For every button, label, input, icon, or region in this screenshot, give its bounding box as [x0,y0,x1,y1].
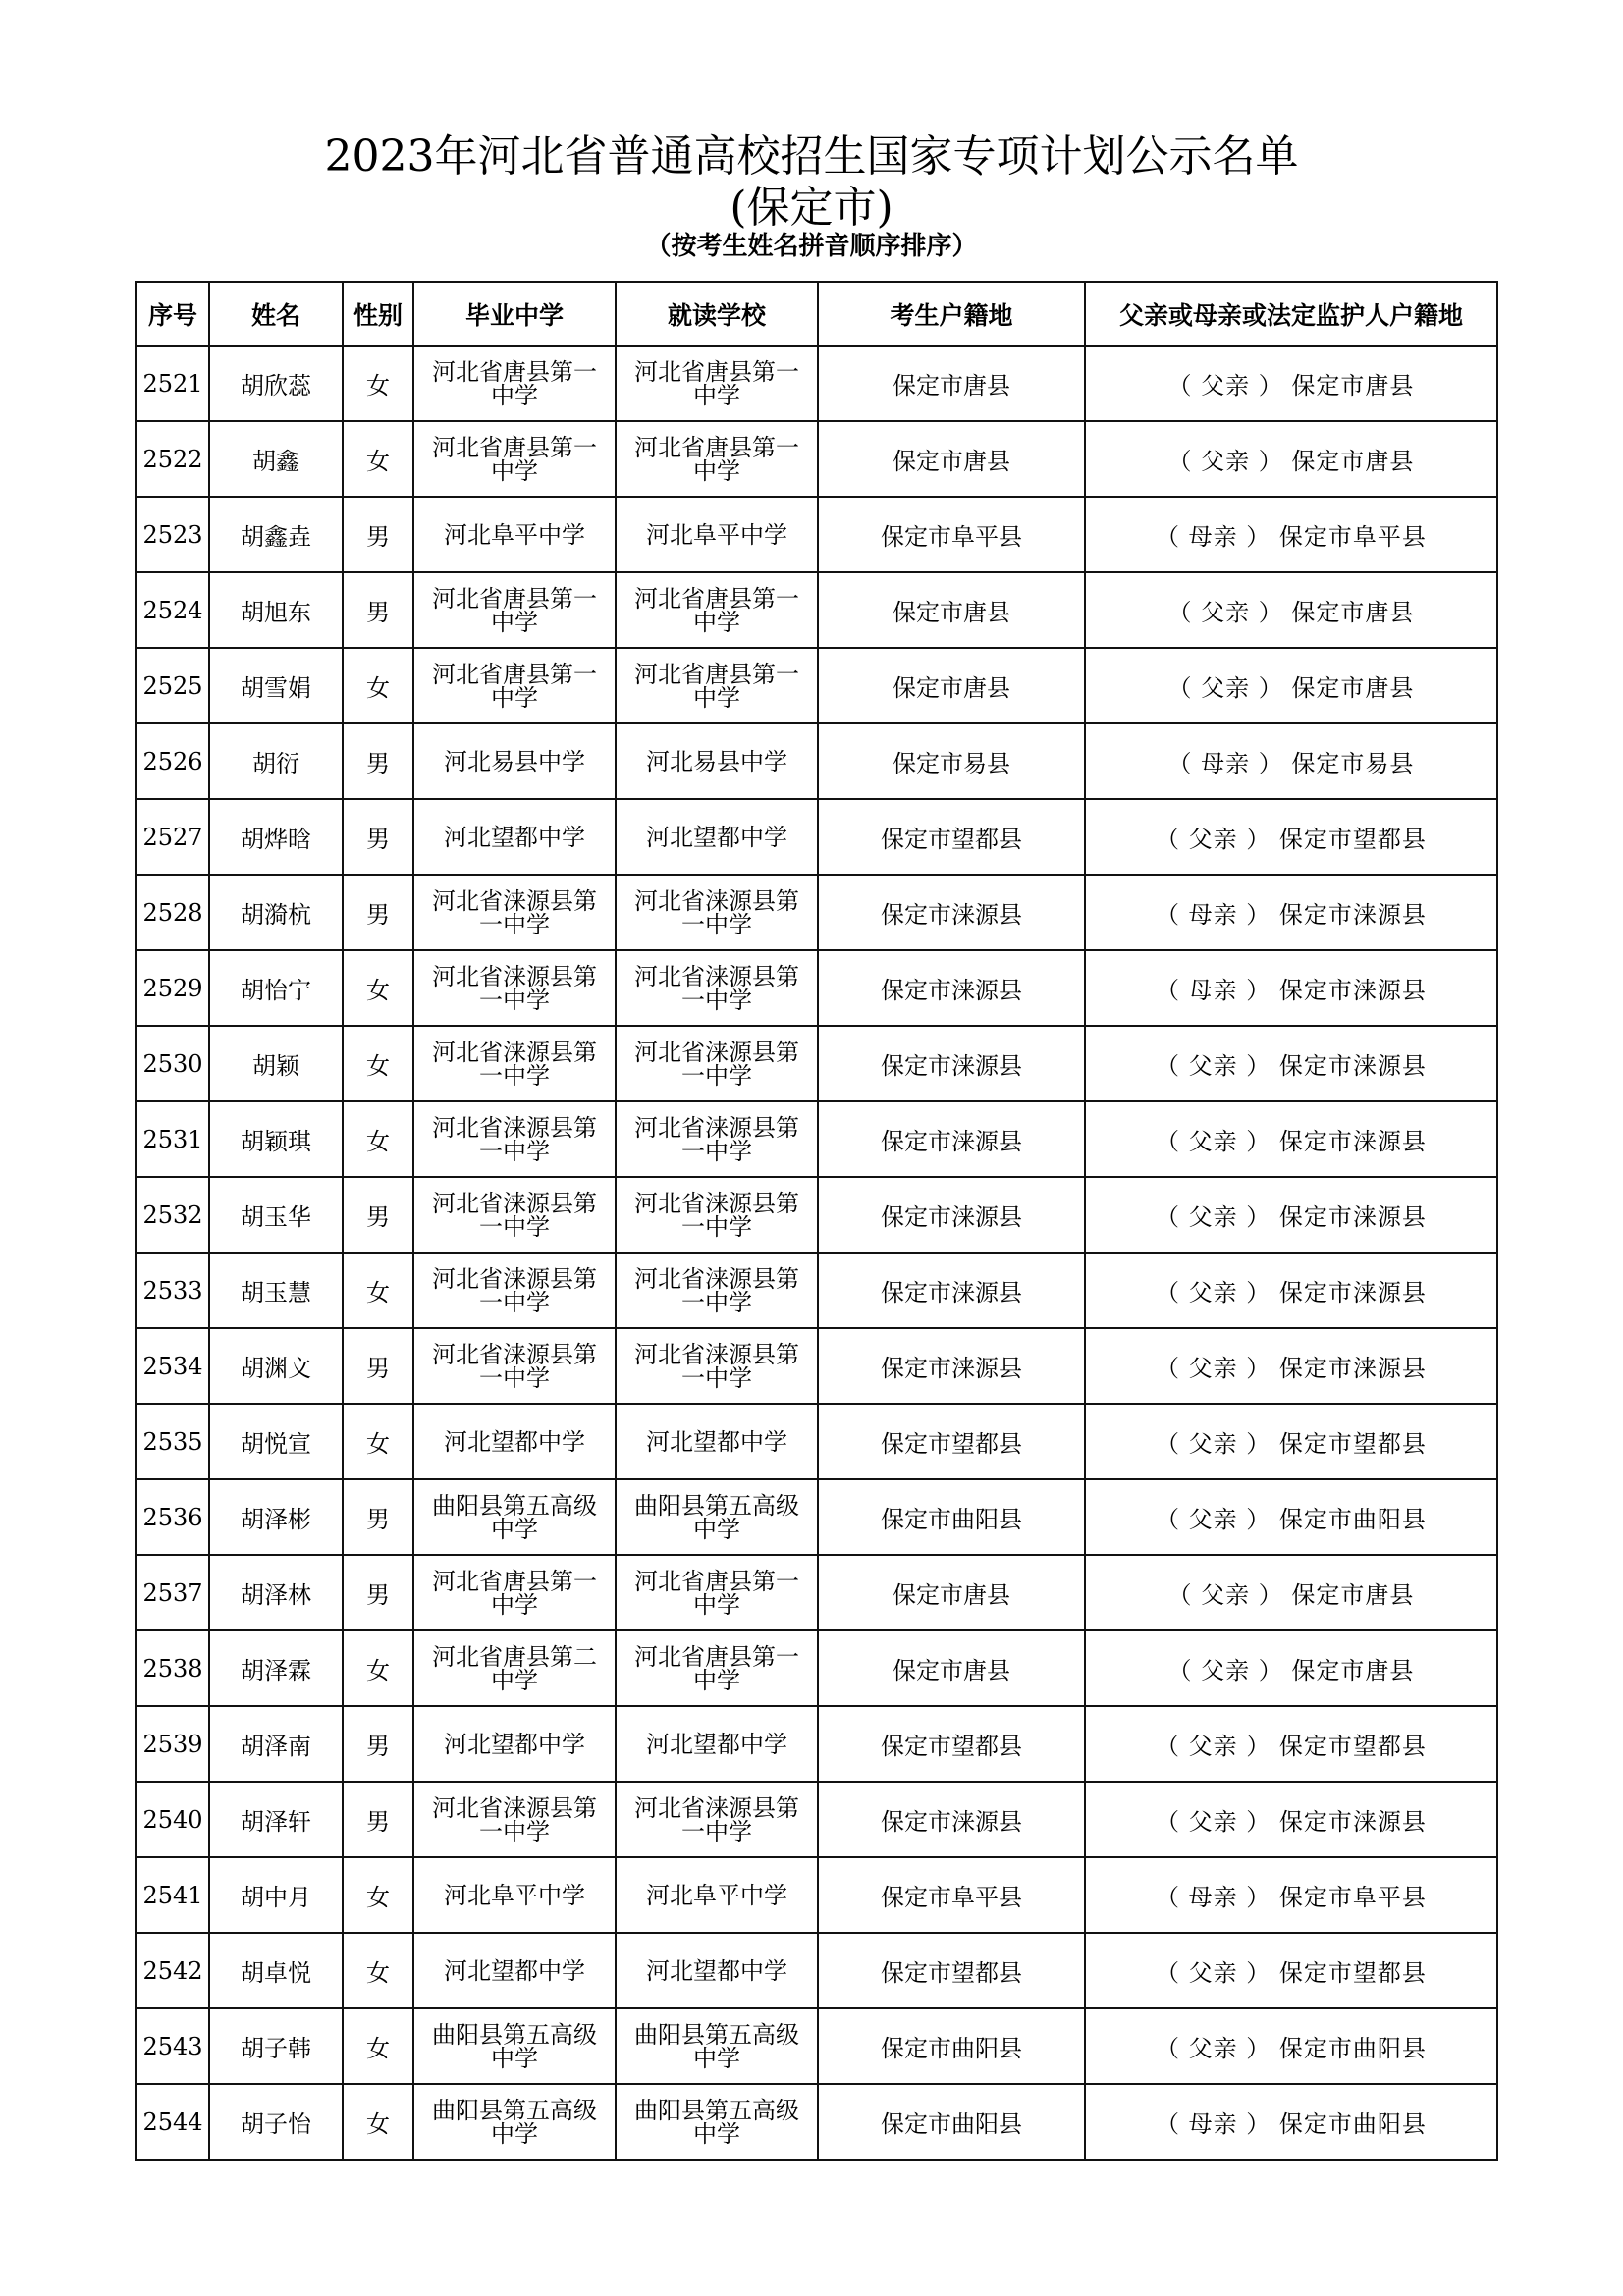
row-index: 2522 [136,421,209,497]
table-row [136,1857,1497,1933]
row-current-school [616,1026,818,1101]
row-name: 胡衍 [209,723,343,799]
row-gender: 男 [343,799,413,875]
row-index: 2535 [136,1404,209,1479]
row-gender: 女 [343,1933,413,2008]
table-row [136,1328,1497,1404]
row-gender: 女 [343,1101,413,1177]
row-graduated-school [413,1706,616,1782]
row-graduated-school [413,572,616,648]
school-name-text: 河北省唐县第一中学 [432,584,597,636]
row-candidate-residence: 保定市唐县 [818,1630,1085,1706]
school-name-text: 河北省涞源县第一中学 [432,1189,597,1241]
table-row [136,1026,1497,1101]
row-guardian-residence: （ 父亲 ） 保定市唐县 [1085,648,1497,723]
row-candidate-residence: 保定市唐县 [818,648,1085,723]
row-current-school [616,2008,818,2084]
row-current-school [616,648,818,723]
row-current-school [616,1101,818,1177]
row-gender: 男 [343,1479,413,1555]
school-name-text: 河北省唐县第一中学 [634,660,799,712]
row-guardian-residence: （ 母亲 ） 保定市易县 [1085,723,1497,799]
row-name: 胡子韩 [209,2008,343,2084]
row-graduated-school [413,1630,616,1706]
row-name: 胡雪娟 [209,648,343,723]
row-graduated-school [413,1857,616,1933]
row-graduated-school [413,1404,616,1479]
row-graduated-school [413,2008,616,2084]
row-name: 胡玉华 [209,1177,343,1253]
school-name-text: 河北省涞源县第一中学 [634,1038,799,1090]
row-index: 2524 [136,572,209,648]
row-index: 2532 [136,1177,209,1253]
row-candidate-residence: 保定市涞源县 [818,1101,1085,1177]
row-guardian-residence: （ 父亲 ） 保定市涞源县 [1085,1328,1497,1404]
table-row [136,1479,1497,1555]
row-gender: 女 [343,346,413,421]
row-name: 胡怡宁 [209,950,343,1026]
row-index: 2543 [136,2008,209,2084]
row-guardian-residence: （ 母亲 ） 保定市曲阳县 [1085,2084,1497,2160]
school-name-text: 河北省唐县第二中学 [432,1642,597,1694]
row-current-school [616,799,818,875]
row-current-school [616,1253,818,1328]
row-candidate-residence: 保定市阜平县 [818,1857,1085,1933]
row-gender: 男 [343,1782,413,1857]
school-name-text: 河北省涞源县第一中学 [432,886,597,938]
header-guardian-residence: 父亲或母亲或法定监护人户籍地 [1085,282,1497,346]
school-name-text: 河北省涞源县第一中学 [634,1264,799,1316]
table-row [136,2084,1497,2160]
row-name: 胡泽林 [209,1555,343,1630]
row-graduated-school [413,1555,616,1630]
school-name-text: 河北省涞源县第一中学 [634,1793,799,1845]
table-row [136,1404,1497,1479]
row-gender: 女 [343,648,413,723]
row-candidate-residence: 保定市唐县 [818,1555,1085,1630]
row-guardian-residence: （ 父亲 ） 保定市唐县 [1085,421,1497,497]
table-row [136,799,1497,875]
row-graduated-school [413,1782,616,1857]
school-name-text: 河北省涞源县第一中学 [432,1113,597,1165]
row-guardian-residence: （ 父亲 ） 保定市涞源县 [1085,1782,1497,1857]
school-name-text: 曲阳县第五高级中学 [634,2020,799,2072]
school-name-text: 河北省唐县第一中学 [432,433,597,485]
row-index: 2540 [136,1782,209,1857]
table-header-row [136,282,1497,346]
school-name-text: 河北省涞源县第一中学 [634,1113,799,1165]
row-guardian-residence: （ 母亲 ） 保定市阜平县 [1085,497,1497,572]
school-name-text: 河北省涞源县第一中学 [634,1189,799,1241]
row-current-school [616,723,818,799]
row-graduated-school [413,1253,616,1328]
row-graduated-school [413,421,616,497]
header-name: 姓名 [209,282,343,346]
row-graduated-school [413,1026,616,1101]
school-name-text: 河北望都中学 [646,1427,787,1456]
row-guardian-residence: （ 父亲 ） 保定市望都县 [1085,799,1497,875]
table-row [136,1630,1497,1706]
row-current-school [616,1857,818,1933]
row-candidate-residence: 保定市唐县 [818,346,1085,421]
school-name-text: 河北省唐县第一中学 [432,660,597,712]
row-gender: 男 [343,1555,413,1630]
school-name-text: 河北省唐县第一中学 [634,357,799,409]
school-name-text: 河北省唐县第一中学 [432,1567,597,1619]
school-name-text: 河北易县中学 [646,747,787,775]
school-name-text: 河北阜平中学 [646,520,787,549]
row-graduated-school [413,1479,616,1555]
table-row [136,875,1497,950]
row-index: 2541 [136,1857,209,1933]
row-gender: 男 [343,875,413,950]
row-guardian-residence: （ 父亲 ） 保定市曲阳县 [1085,2008,1497,2084]
row-index: 2531 [136,1101,209,1177]
school-name-text: 河北望都中学 [444,1730,585,1758]
row-name: 胡漪杭 [209,875,343,950]
school-name-text: 河北望都中学 [444,823,585,851]
row-guardian-residence: （ 母亲 ） 保定市涞源县 [1085,875,1497,950]
row-gender: 男 [343,497,413,572]
table-row [136,1101,1497,1177]
row-graduated-school [413,2084,616,2160]
table-row [136,648,1497,723]
row-candidate-residence: 保定市望都县 [818,1706,1085,1782]
row-index: 2526 [136,723,209,799]
school-name-text: 河北望都中学 [444,1956,585,1985]
row-gender: 女 [343,2008,413,2084]
row-guardian-residence: （ 父亲 ） 保定市望都县 [1085,1404,1497,1479]
school-name-text: 河北省唐县第一中学 [634,1642,799,1694]
school-name-text: 河北阜平中学 [444,520,585,549]
table-row [136,421,1497,497]
header-candidate-residence: 考生户籍地 [818,282,1085,346]
school-name-text: 河北省唐县第一中学 [634,433,799,485]
row-index: 2537 [136,1555,209,1630]
row-candidate-residence: 保定市易县 [818,723,1085,799]
row-name: 胡玉慧 [209,1253,343,1328]
row-graduated-school [413,723,616,799]
school-name-text: 河北望都中学 [646,1956,787,1985]
row-name: 胡旭东 [209,572,343,648]
school-name-text: 河北省涞源县第一中学 [432,1793,597,1845]
row-candidate-residence: 保定市唐县 [818,421,1085,497]
school-name-text: 河北易县中学 [444,747,585,775]
row-gender: 男 [343,1177,413,1253]
row-name: 胡泽轩 [209,1782,343,1857]
row-guardian-residence: （ 父亲 ） 保定市涞源县 [1085,1101,1497,1177]
school-name-text: 河北省涞源县第一中学 [634,886,799,938]
row-index: 2536 [136,1479,209,1555]
row-gender: 女 [343,1253,413,1328]
row-guardian-residence: （ 父亲 ） 保定市曲阳县 [1085,1479,1497,1555]
table-row [136,950,1497,1026]
row-index: 2534 [136,1328,209,1404]
row-graduated-school [413,799,616,875]
row-graduated-school [413,1177,616,1253]
header-graduated-school: 毕业中学 [413,282,616,346]
table-row [136,1555,1497,1630]
row-gender: 女 [343,1630,413,1706]
table-row [136,1253,1497,1328]
school-name-text: 河北阜平中学 [646,1881,787,1909]
row-candidate-residence: 保定市唐县 [818,572,1085,648]
row-graduated-school [413,497,616,572]
row-candidate-residence: 保定市曲阳县 [818,1479,1085,1555]
row-gender: 女 [343,950,413,1026]
row-current-school [616,1479,818,1555]
table-row [136,572,1497,648]
row-current-school [616,572,818,648]
row-guardian-residence: （ 父亲 ） 保定市唐县 [1085,1555,1497,1630]
row-guardian-residence: （ 父亲 ） 保定市望都县 [1085,1706,1497,1782]
school-name-text: 曲阳县第五高级中学 [634,2096,799,2148]
school-name-text: 河北省涞源县第一中学 [432,962,597,1014]
row-gender: 女 [343,421,413,497]
row-gender: 女 [343,1404,413,1479]
row-current-school [616,1177,818,1253]
school-name-text: 河北阜平中学 [444,1881,585,1909]
table-row [136,1177,1497,1253]
row-guardian-residence: （ 父亲 ） 保定市唐县 [1085,346,1497,421]
row-name: 胡鑫 [209,421,343,497]
row-index: 2528 [136,875,209,950]
school-name-text: 河北望都中学 [646,823,787,851]
row-current-school [616,346,818,421]
row-gender: 男 [343,572,413,648]
row-name: 胡鑫垚 [209,497,343,572]
sort-note: （按考生姓名拼音顺序排序） [645,232,978,261]
row-candidate-residence: 保定市曲阳县 [818,2008,1085,2084]
row-guardian-residence: （ 父亲 ） 保定市唐县 [1085,1630,1497,1706]
row-name: 胡泽南 [209,1706,343,1782]
row-name: 胡子怡 [209,2084,343,2160]
row-graduated-school [413,1933,616,2008]
table-row [136,346,1497,421]
row-current-school [616,1328,818,1404]
row-candidate-residence: 保定市望都县 [818,799,1085,875]
school-name-text: 曲阳县第五高级中学 [432,2020,597,2072]
row-candidate-residence: 保定市涞源县 [818,1782,1085,1857]
school-name-text: 河北省涞源县第一中学 [634,1340,799,1392]
row-candidate-residence: 保定市阜平县 [818,497,1085,572]
school-name-text: 曲阳县第五高级中学 [432,1491,597,1543]
row-index: 2521 [136,346,209,421]
row-gender: 男 [343,1706,413,1782]
row-index: 2529 [136,950,209,1026]
row-candidate-residence: 保定市望都县 [818,1404,1085,1479]
row-graduated-school [413,346,616,421]
row-name: 胡悦宣 [209,1404,343,1479]
school-name-text: 河北省涞源县第一中学 [432,1264,597,1316]
row-gender: 男 [343,723,413,799]
row-index: 2542 [136,1933,209,2008]
row-guardian-residence: （ 父亲 ） 保定市涞源县 [1085,1026,1497,1101]
row-index: 2527 [136,799,209,875]
row-index: 2523 [136,497,209,572]
row-name: 胡烨晗 [209,799,343,875]
row-gender: 男 [343,1328,413,1404]
school-name-text: 河北省唐县第一中学 [432,357,597,409]
document-title: 2023年河北省普通高校招生国家专项计划公示名单 [324,132,1299,182]
table-row [136,1782,1497,1857]
row-name: 胡颖 [209,1026,343,1101]
row-index: 2539 [136,1706,209,1782]
table-row [136,497,1497,572]
row-index: 2525 [136,648,209,723]
school-name-text: 河北省唐县第一中学 [634,1567,799,1619]
row-candidate-residence: 保定市涞源县 [818,1177,1085,1253]
row-guardian-residence: （ 母亲 ） 保定市阜平县 [1085,1857,1497,1933]
school-name-text: 曲阳县第五高级中学 [432,2096,597,2148]
row-name: 胡泽霖 [209,1630,343,1706]
table-row [136,1933,1497,2008]
row-current-school [616,1782,818,1857]
row-candidate-residence: 保定市涞源县 [818,1328,1085,1404]
row-current-school [616,1706,818,1782]
row-current-school [616,1404,818,1479]
school-name-text: 河北望都中学 [444,1427,585,1456]
row-graduated-school [413,648,616,723]
school-name-text: 河北省涞源县第一中学 [634,962,799,1014]
row-candidate-residence: 保定市曲阳县 [818,2084,1085,2160]
row-gender: 女 [343,1857,413,1933]
row-current-school [616,950,818,1026]
row-gender: 女 [343,1026,413,1101]
row-current-school [616,421,818,497]
header-gender: 性别 [343,282,413,346]
row-index: 2533 [136,1253,209,1328]
row-guardian-residence: （ 父亲 ） 保定市唐县 [1085,572,1497,648]
row-guardian-residence: （ 父亲 ） 保定市望都县 [1085,1933,1497,2008]
row-name: 胡渊文 [209,1328,343,1404]
document-subtitle: (保定市) [730,183,893,233]
row-gender: 女 [343,2084,413,2160]
row-name: 胡颖琪 [209,1101,343,1177]
row-graduated-school [413,875,616,950]
header-index: 序号 [136,282,209,346]
row-graduated-school [413,950,616,1026]
row-index: 2530 [136,1026,209,1101]
school-name-text: 河北省涞源县第一中学 [432,1038,597,1090]
row-candidate-residence: 保定市涞源县 [818,950,1085,1026]
school-name-text: 曲阳县第五高级中学 [634,1491,799,1543]
row-graduated-school [413,1101,616,1177]
row-current-school [616,497,818,572]
row-candidate-residence: 保定市涞源县 [818,875,1085,950]
row-name: 胡卓悦 [209,1933,343,2008]
row-guardian-residence: （ 父亲 ） 保定市涞源县 [1085,1253,1497,1328]
row-candidate-residence: 保定市望都县 [818,1933,1085,2008]
row-name: 胡欣蕊 [209,346,343,421]
table-row [136,1706,1497,1782]
school-name-text: 河北省涞源县第一中学 [432,1340,597,1392]
row-candidate-residence: 保定市涞源县 [818,1026,1085,1101]
row-name: 胡中月 [209,1857,343,1933]
row-name: 胡泽彬 [209,1479,343,1555]
row-current-school [616,1630,818,1706]
row-current-school [616,875,818,950]
row-current-school [616,1555,818,1630]
row-candidate-residence: 保定市涞源县 [818,1253,1085,1328]
header-current-school: 就读学校 [616,282,818,346]
row-index: 2538 [136,1630,209,1706]
table-row [136,723,1497,799]
row-current-school [616,1933,818,2008]
school-name-text: 河北省唐县第一中学 [634,584,799,636]
row-guardian-residence: （ 母亲 ） 保定市涞源县 [1085,950,1497,1026]
row-index: 2544 [136,2084,209,2160]
candidate-table [135,281,1498,2161]
school-name-text: 河北望都中学 [646,1730,787,1758]
row-guardian-residence: （ 父亲 ） 保定市涞源县 [1085,1177,1497,1253]
row-graduated-school [413,1328,616,1404]
row-current-school [616,2084,818,2160]
table-row [136,2008,1497,2084]
